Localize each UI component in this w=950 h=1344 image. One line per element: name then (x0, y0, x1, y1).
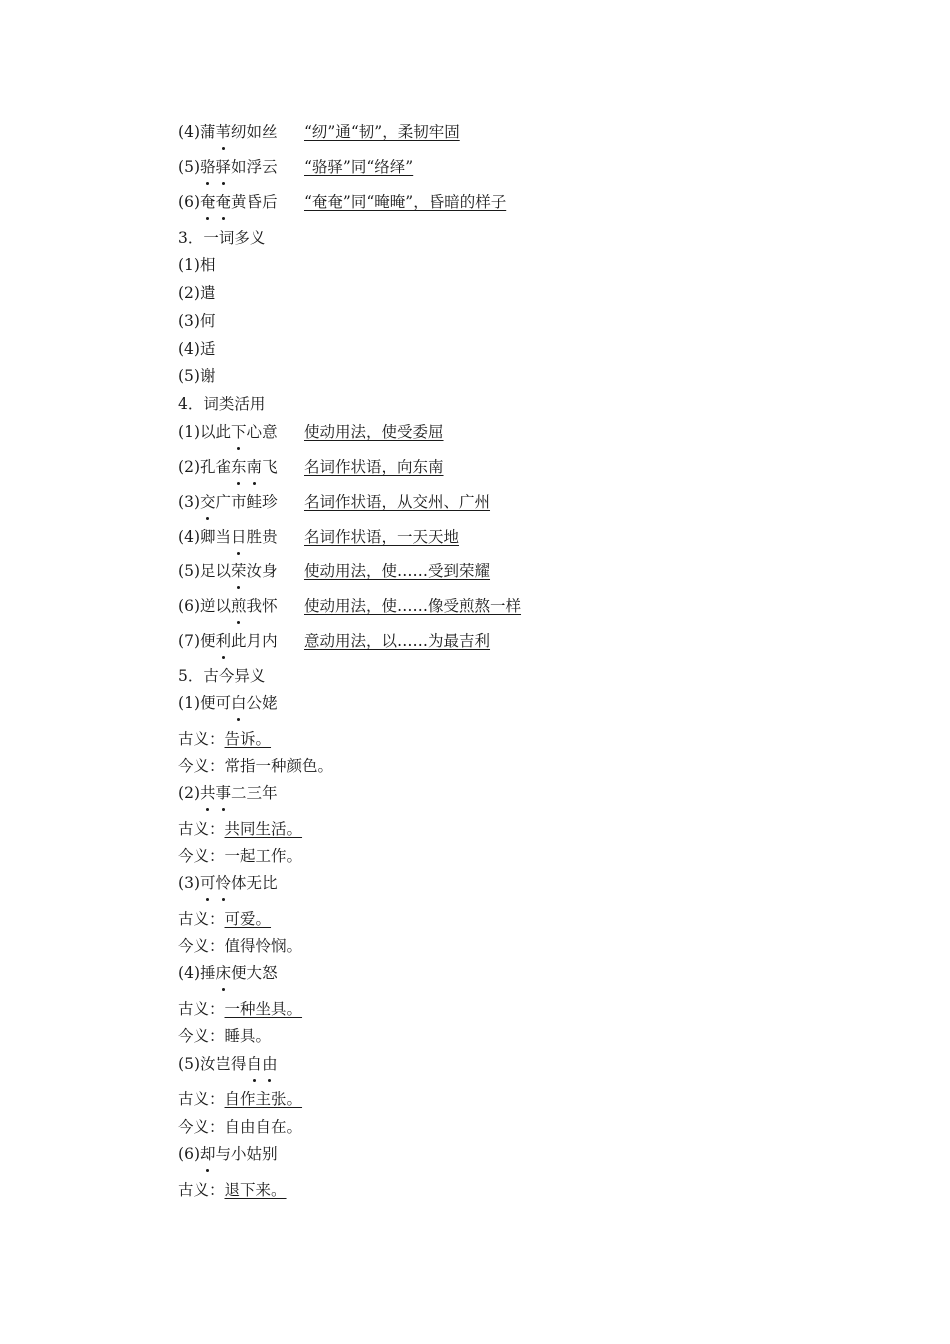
term-char: ) (193, 964, 200, 982)
tongjia-row (178, 192, 506, 212)
term-char: ( (178, 158, 185, 176)
answer: “纫”通“韧”，柔韧牢固 (304, 123, 460, 141)
term-char: ) (193, 123, 200, 141)
term (178, 122, 304, 142)
gu-answer: 退下来。 (224, 1181, 287, 1199)
term-char: 如 (231, 158, 247, 176)
jin-label: 今义： (178, 1027, 225, 1045)
gu-label: 古义： (178, 730, 225, 748)
answer: 使动用法，使受委屈 (304, 423, 444, 441)
term-char: 贵 (262, 528, 278, 546)
term-char: 姥 (262, 694, 278, 712)
term-char: 无 (246, 874, 263, 892)
term-char: 小 (231, 1145, 247, 1163)
usage-row (178, 422, 444, 442)
emphasized-char: 事 (215, 784, 232, 802)
emphasized-char: 骆 (200, 158, 216, 176)
term-char: 月 (246, 632, 263, 650)
jin-text: 睡具。 (224, 1027, 272, 1045)
term-char: 便 (231, 964, 247, 982)
list-item: (5)谢 (178, 367, 216, 385)
term-char: ( (178, 1055, 185, 1073)
term-char: 3 (184, 874, 194, 892)
emphasized-char: 东 (231, 458, 247, 476)
term-char: 市 (231, 493, 247, 511)
term-char: 二 (231, 784, 247, 802)
modern-meaning (178, 936, 302, 956)
term-char: 汝 (200, 1055, 216, 1073)
jin-text: 常指一种颜色。 (224, 757, 334, 775)
term-char: 比 (262, 874, 278, 892)
term-char: ( (178, 964, 185, 982)
emphasized-char: 交 (200, 493, 216, 511)
term-char: 后 (262, 193, 278, 211)
term-char: 珍 (262, 493, 278, 511)
ancient-meaning (178, 999, 302, 1019)
term-char: ) (193, 158, 200, 176)
list-item: (3)何 (178, 312, 216, 330)
term-char: 我 (246, 597, 263, 615)
jin-label: 今义： (178, 937, 225, 955)
term-line (178, 783, 278, 803)
emphasized-char: 驿 (215, 158, 232, 176)
term-char: ) (193, 493, 200, 511)
term-char: 便 (200, 632, 216, 650)
term-char: 此 (215, 423, 232, 441)
emphasized-char: 自 (246, 1055, 263, 1073)
term-char: 便 (200, 694, 216, 712)
term-char: 体 (231, 874, 247, 892)
term (178, 492, 304, 512)
emphasized-char: 下 (231, 423, 247, 441)
term-char: 4 (184, 528, 194, 546)
jin-text: 一起工作。 (224, 847, 303, 865)
term-char: 纫 (231, 123, 247, 141)
term-char: ) (193, 597, 200, 615)
term-char: 5 (184, 562, 194, 580)
term-char: 6 (184, 597, 194, 615)
term-char: 黄 (231, 193, 247, 211)
section-heading: 5．古今异义 (178, 667, 266, 685)
term-char: ( (178, 493, 185, 511)
gu-label: 古义： (178, 1000, 225, 1018)
emphasized-char: 荣 (231, 562, 247, 580)
term-char: 岂 (215, 1055, 232, 1073)
term (178, 596, 304, 616)
emphasized-char: 日 (231, 528, 247, 546)
emphasized-char: 共 (200, 784, 216, 802)
term-char: ) (193, 458, 200, 476)
emphasized-char: 南 (246, 458, 263, 476)
tongjia-row (178, 122, 460, 142)
ancient-meaning (178, 729, 271, 749)
gu-label: 古义： (178, 1181, 225, 1199)
term-char: ( (178, 562, 185, 580)
section-heading: 4．词类活用 (178, 395, 266, 413)
term-char: ) (193, 694, 200, 712)
emphasized-char: 由 (262, 1055, 278, 1073)
term-char: 姑 (246, 1145, 263, 1163)
usage-row (178, 457, 444, 477)
term (178, 561, 304, 581)
term-char: 5 (184, 1055, 194, 1073)
term (178, 157, 304, 177)
term-char: ) (193, 528, 200, 546)
term-char: 此 (231, 632, 247, 650)
jin-label: 今义： (178, 847, 225, 865)
term-char: 6 (184, 1145, 194, 1163)
term-char: 2 (184, 458, 194, 476)
answer: “奄奄”同“晻晻”，昏暗的样子 (304, 193, 507, 211)
modern-meaning (178, 846, 302, 866)
term (178, 527, 304, 547)
gu-answer: 可爱。 (224, 910, 272, 928)
usage-row (178, 561, 490, 581)
term-char: 1 (184, 694, 194, 712)
term-char: 雀 (215, 458, 232, 476)
term-char: 大 (246, 964, 263, 982)
term-char: 7 (184, 632, 194, 650)
term-char: ) (193, 1055, 200, 1073)
list-item: (2)遣 (178, 284, 216, 302)
term-char: ( (178, 784, 185, 802)
usage-row (178, 492, 490, 512)
usage-row (178, 527, 459, 547)
term-char: 怀 (262, 597, 278, 615)
term-char: 2 (184, 784, 194, 802)
term-char: 卿 (200, 528, 216, 546)
term-line (178, 963, 278, 983)
term-char: ( (178, 632, 185, 650)
emphasized-char: 怜 (215, 874, 232, 892)
term-char: 如 (246, 123, 263, 141)
term-char: ) (193, 874, 200, 892)
answer: “骆驿”同“络绎” (304, 158, 414, 176)
answer: 使动用法，使……受到荣耀 (304, 562, 491, 580)
term-char: 4 (184, 964, 194, 982)
gu-answer: 共同生活。 (224, 820, 303, 838)
list-item: (1)相 (178, 256, 216, 274)
emphasized-char: 可 (200, 874, 216, 892)
gu-answer: 自作主张。 (224, 1090, 303, 1108)
term-line (178, 873, 278, 893)
term-char: 飞 (262, 458, 278, 476)
term (178, 192, 304, 212)
term-line (178, 693, 278, 713)
answer: 意动用法，以……为最吉利 (304, 632, 491, 650)
term-char: 蒲 (200, 123, 216, 141)
term-char: 以 (200, 423, 216, 441)
ancient-meaning (178, 1089, 302, 1109)
term-char: ) (193, 632, 200, 650)
term-char: 以 (215, 562, 232, 580)
term-char: 逆 (200, 597, 216, 615)
term-char: 胜 (246, 528, 263, 546)
term-char: 1 (184, 423, 194, 441)
term-char: 怒 (262, 964, 278, 982)
term-char: 6 (184, 193, 194, 211)
term-char: 年 (262, 784, 278, 802)
term-char: ( (178, 597, 185, 615)
term (178, 631, 304, 651)
term-char: 与 (215, 1145, 232, 1163)
term-char: ( (178, 458, 185, 476)
emphasized-char: 苇 (215, 123, 232, 141)
emphasized-char: 利 (215, 632, 232, 650)
jin-text: 值得怜悯。 (224, 937, 303, 955)
term-char: 5 (184, 158, 194, 176)
term-char: 内 (262, 632, 278, 650)
emphasized-char: 却 (200, 1145, 216, 1163)
term-char: 心 (246, 423, 263, 441)
term-char: 浮 (246, 158, 263, 176)
jin-label: 今义： (178, 1118, 225, 1136)
usage-row (178, 596, 521, 616)
term-char: 公 (246, 694, 263, 712)
term-char: 云 (262, 158, 278, 176)
emphasized-char: 床 (215, 964, 232, 982)
term-char: 孔 (200, 458, 216, 476)
term-char: 意 (262, 423, 278, 441)
usage-row (178, 631, 490, 651)
term-char: 足 (200, 562, 216, 580)
term-char: ( (178, 694, 185, 712)
gu-answer: 告诉。 (224, 730, 272, 748)
jin-text: 自由自在。 (224, 1118, 303, 1136)
list-item: (4)适 (178, 340, 216, 358)
term-char: 丝 (262, 123, 278, 141)
term-char: 三 (246, 784, 263, 802)
term-char: 3 (184, 493, 194, 511)
answer: 名词作状语，一天天地 (304, 528, 460, 546)
term (178, 422, 304, 442)
term-char: 昏 (246, 193, 263, 211)
modern-meaning (178, 756, 333, 776)
term-char: ( (178, 528, 185, 546)
gu-answer: 一种坐具。 (224, 1000, 303, 1018)
term-char: ) (193, 193, 200, 211)
term-line (178, 1054, 278, 1074)
gu-label: 古义： (178, 820, 225, 838)
emphasized-char: 奄 (215, 193, 232, 211)
answer: 名词作状语，从交州、广州 (304, 493, 491, 511)
section-heading: 3．一词多义 (178, 229, 266, 247)
term-char: 别 (262, 1145, 278, 1163)
term-char: 身 (262, 562, 278, 580)
term-char: ) (193, 562, 200, 580)
term-char: 可 (215, 694, 232, 712)
term-char: ( (178, 1145, 185, 1163)
modern-meaning (178, 1026, 271, 1046)
term-char: 得 (231, 1055, 247, 1073)
term-char: 捶 (200, 964, 216, 982)
gu-label: 古义： (178, 1090, 225, 1108)
term-char: ) (193, 423, 200, 441)
term-line (178, 1144, 278, 1164)
emphasized-char: 煎 (231, 597, 247, 615)
term-char: 汝 (246, 562, 263, 580)
term-char: ( (178, 193, 185, 211)
term-char: ) (193, 784, 200, 802)
gu-label: 古义： (178, 910, 225, 928)
answer: 名词作状语，向东南 (304, 458, 444, 476)
tongjia-row (178, 157, 413, 177)
term-char: 当 (215, 528, 232, 546)
jin-label: 今义： (178, 757, 225, 775)
term-char: ) (193, 1145, 200, 1163)
term-char: 以 (215, 597, 232, 615)
emphasized-char: 奄 (200, 193, 216, 211)
ancient-meaning (178, 819, 302, 839)
term-char: ( (178, 874, 185, 892)
term-char: 4 (184, 123, 194, 141)
term (178, 457, 304, 477)
term-char: 鲑 (246, 493, 263, 511)
emphasized-char: 白 (231, 694, 247, 712)
ancient-meaning (178, 1180, 287, 1200)
term-char: ( (178, 423, 185, 441)
term-char: 广 (215, 493, 232, 511)
ancient-meaning (178, 909, 271, 929)
answer: 使动用法，使……像受煎熬一样 (304, 597, 522, 615)
term-char: ( (178, 123, 185, 141)
modern-meaning (178, 1117, 302, 1137)
